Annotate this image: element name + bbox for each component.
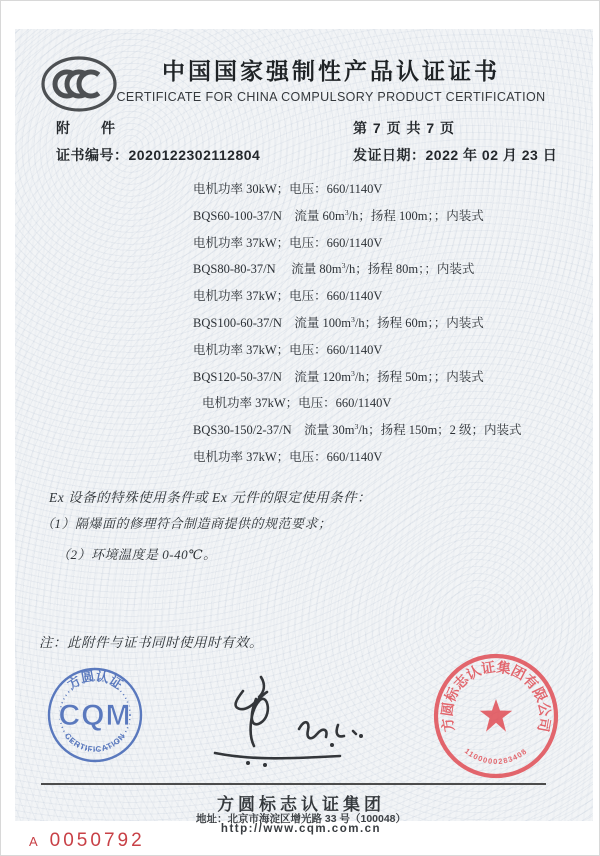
spec-line — [193, 227, 573, 254]
spec-text: 电机功率 37kW；电压：660/1140V — [202, 396, 392, 411]
spec-sup: 3 — [351, 368, 355, 378]
spec-sup: 3 — [341, 261, 346, 271]
spec-line — [193, 307, 573, 334]
spec-text: BQS80-80-37/N 流量 80m — [193, 262, 342, 277]
cqm-center-text: CQM — [58, 699, 132, 732]
spec-line — [193, 280, 573, 307]
spec-text: 电机功率 37kW；电压：660/1140V — [193, 235, 383, 250]
spec-lines — [193, 173, 573, 468]
footer-divider — [41, 783, 546, 785]
issuer-website: http://www.cqm.com.cn — [220, 823, 382, 835]
certificate-title-zh: 中国国家强制性产品认证证书 — [162, 58, 500, 84]
spec-text: BQS30-150/2-37/N 流量 30m — [193, 423, 355, 438]
ex-conditions-title: Ex 设备的特殊使用条件或 Ex 元件的限定使用条件： — [49, 490, 372, 505]
seal-ring-text: 方圆标志认证集团有限公司 — [438, 658, 554, 734]
form-serial-prefix: A — [29, 834, 40, 849]
spec-sup: 3 — [344, 207, 349, 217]
svg-text:1100000283408 — [463, 746, 529, 766]
spec-text: 电机功率 30kW；电压：660/1140V — [193, 182, 383, 197]
spec-line — [193, 253, 573, 280]
spec-line — [193, 173, 573, 200]
cqm-arc-top-text: 方圆认证 — [64, 668, 126, 693]
page-info: 第 7 页 共 7 页 — [353, 120, 456, 136]
form-serial-number: 0050792 — [49, 830, 145, 851]
spec-text: 电机功率 37kW；电压：660/1140V — [193, 289, 383, 304]
spec-text: /h；扬程 100m；；内装式 — [348, 208, 484, 223]
cqm-logo-icon — [39, 665, 151, 765]
spec-text: BQS60-100-37/N 流量 60m — [193, 208, 345, 223]
spec-line — [193, 361, 573, 388]
spec-line — [193, 200, 573, 227]
spec-text: BQS120-50-37/N 流量 120m — [193, 369, 351, 384]
spec-text: /h；扬程 150m；2 级；内装式 — [358, 423, 522, 438]
spec-line — [193, 387, 573, 414]
seal-star-icon — [480, 699, 512, 732]
certificate-title-en: CERTIFICATE FOR CHINA COMPULSORY PRODUCT CERTIFICATION — [116, 90, 546, 104]
spec-sup: 3 — [351, 314, 355, 324]
spec-text: 电机功率 37kW；电压：660/1140V — [193, 450, 383, 465]
svg-text:CERTIFICATION — [63, 731, 127, 754]
validity-note: 注：此附件与证书同时使用时有效。 — [39, 635, 263, 650]
cqm-arc-bottom-text: CERTIFICATION — [62, 731, 128, 755]
seal-serial-number: 1100000283408 — [462, 746, 530, 766]
signature — [201, 661, 401, 776]
attachment-label: 附 件 — [56, 120, 116, 136]
issuer-org-name: 方圆标志认证集团 — [217, 795, 385, 814]
ex-condition-1: （1）隔爆面的修理符合制造商提供的规范要求； — [41, 516, 332, 531]
certificate-number: 证书编号：2020122302112804 — [56, 147, 261, 163]
spec-text: BQS100-60-37/N 流量 100m — [193, 316, 351, 331]
issue-date: 发证日期：2022 年 02 月 23 日 — [353, 147, 558, 163]
spec-sup: 3 — [354, 422, 359, 432]
spec-line — [193, 414, 573, 441]
spec-line — [193, 334, 573, 361]
spec-text: /h；扬程 50m；；内装式 — [354, 369, 484, 384]
issuer-address: 地址：北京市海淀区增光路 33 号（100048） — [195, 813, 407, 825]
spec-text: /h；扬程 80m；；内装式 — [345, 262, 475, 277]
form-serial — [29, 830, 145, 852]
company-seal — [429, 649, 563, 783]
ex-condition-2: （2）环境温度是 0-40℃。 — [57, 547, 217, 562]
ccc-logo-icon — [37, 51, 121, 117]
spec-text: 电机功率 37kW；电压：660/1140V — [193, 342, 383, 357]
spec-line — [193, 441, 573, 468]
spec-text: /h；扬程 60m；；内装式 — [354, 316, 484, 331]
